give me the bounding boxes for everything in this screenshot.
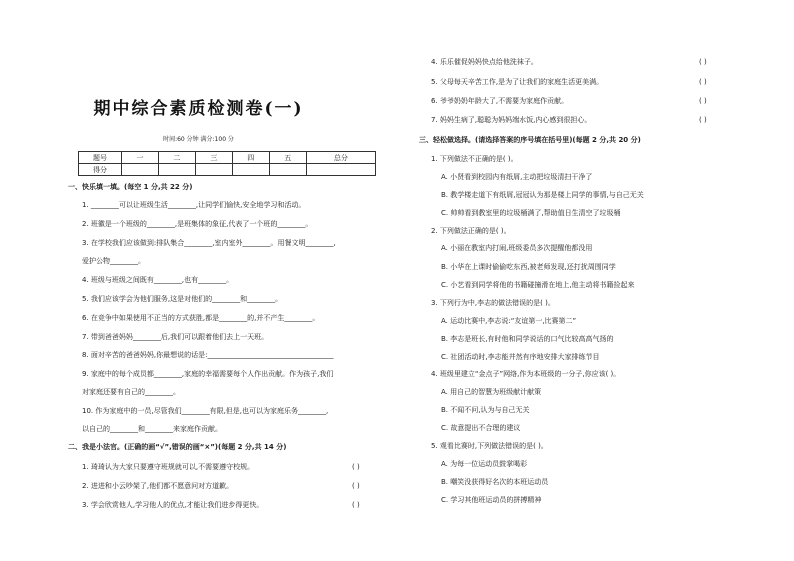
answer-parens: ( ) [699,97,707,105]
score-blank-cell [269,164,306,176]
choice-option: B. 小华在上课时偷偷吃东西,被老师发现,还打扰周围同学 [441,263,616,271]
fill-blank-line: 对家庭还要有自己的________。 [82,388,180,396]
score-blank-cell [195,164,232,176]
right-page [397,0,794,561]
choice-option: C. 小艺看到同学将他的书籍碰撞滑在地上,他主动将书籍捡起来 [441,281,635,289]
score-cell: 得分 [79,164,122,176]
fill-blank-line: 3. 在学校我们应该做到:排队集合________,室内室外________。用餐文明________, [82,239,336,247]
fill-blank-line: 以自己的________和________来家庭作贡献。 [82,425,222,433]
fill-blank-line: 2. 班徽是一个班级的________,是班集体的象征,代表了一个班的________。 [82,220,313,228]
score-blank-cell [232,164,269,176]
choice-option: B. 不闻不问,认为与自己无关 [441,406,530,414]
choice-option: A. 小贤看到校园内有纸屑,主动把垃圾清扫干净了 [441,173,593,181]
question-stem: 1. 下列做法不正确的是( )。 [431,155,518,163]
section3-heading: 三、轻松做选择。(请选择答案的序号填在括号里)(每题 2 分,共 20 分) [419,136,641,144]
answer-parens: ( ) [352,463,360,471]
fill-blank-line: 8. 面对辛苦的爸爸妈妈,你最想说的话是:____________________________________ [82,351,334,359]
fill-blank-line: 7. 带到爸爸妈妈________后,我们可以跟着他们去上一天班。 [82,333,269,341]
score-table-score-row [79,164,376,176]
question-stem: 2. 下列做法正确的是( )。 [431,227,511,235]
judge-item: 5. 父母每天辛苦工作,是为了让我们的家庭生活更美满。 [431,78,604,86]
section1-heading: 一、快乐填一填。(每空 1 分,共 22 分) [68,183,193,191]
exam-time-info: 时间:60 分钟 满分:100 分 [163,136,234,143]
choice-option: A. 运动比赛中,李志说:“友谊第一,比赛第二” [441,317,577,325]
judge-item: 2. 进进和小云吵架了,他们都不愿意问对方道歉。 [82,482,234,490]
score-cell: 四 [232,152,269,164]
fill-blank-line: 4. 班级与班级之间既有________,也有________。 [82,276,234,284]
score-cell: 二 [158,152,195,164]
score-cell: 总分 [306,152,375,164]
choice-option: B. 李志是班长,有时他和同学说话的口气比较高高气扬的 [441,335,614,343]
choice-option: C. 故意提出不合理的建议 [441,424,521,432]
score-cell: 一 [122,152,159,164]
question-stem: 4. 班级里建立“金点子”网络,作为本班级的一分子,你应该( )。 [431,370,621,378]
score-cell: 五 [269,152,306,164]
choice-option: B. 嘲笑没获得好名次的本班运动员 [441,478,549,486]
choice-option: B. 教学楼走道下有纸屑,冠冠认为那是楼上同学的事情,与自己无关 [441,191,644,199]
judge-item: 7. 妈妈生病了,聪聪为妈妈端水饭,内心感到很担心。 [431,116,592,124]
answer-parens: ( ) [352,501,360,509]
fill-blank-line: 10. 作为家庭中的一员,尽管我们________有限,但是,也可以为家庭乐务________, [82,407,329,415]
answer-parens: ( ) [352,482,360,490]
score-table-header-row [79,152,376,164]
question-stem: 3. 下列行为中,李志的做法错误的是( )。 [431,299,555,307]
answer-parens: ( ) [699,116,707,124]
choice-option: A. 为每一位运动员鼓掌喝彩 [441,460,528,468]
fill-blank-line: 9. 家庭中的每个成员都________,家庭的幸福需要每个人作出贡献。作为孩子,我们 [82,370,334,378]
section2-heading: 二、我是小法官。(正确的画“√”,错误的画“×”)(每题 2 分,共 14 分) [68,443,287,451]
score-cell: 三 [195,152,232,164]
answer-parens: ( ) [699,78,707,86]
page-title: 期中综合素质检测卷(一) [93,99,304,119]
score-blank-cell [158,164,195,176]
score-blank-cell [306,164,375,176]
choice-option: C. 学习其他班运动员的拼搏精神 [441,496,542,504]
fill-blank-line: 5. 我们应该学会为他们服务,这是对他们的________和________。 [82,295,283,303]
fill-blank-line: 爱护公物________。 [82,257,145,265]
answer-parens: ( ) [699,58,707,66]
score-table [78,151,376,176]
choice-option: A. 小丽在教室内打闹,班级委员多次提醒他都没用 [441,244,593,252]
score-cell: 题号 [79,152,122,164]
question-stem: 5. 观看比赛时,下列做法错误的是( )。 [431,442,548,450]
judge-item: 1. 琦琦认为大家只要遵守班规就可以,不需要遵守校规。 [82,463,255,471]
judge-item: 6. 爷爷奶奶年龄大了,不需要为家庭作贡献。 [431,97,569,105]
judge-item: 4. 乐乐催促妈妈快点给他洗袜子。 [431,58,538,66]
fill-blank-line: 1. ________可以让班级生活________,让同学们愉快,安全地学习和活动。 [82,201,306,209]
choice-option: C. 社团活动时,李志能井然有序地安排大家排练节目 [441,353,600,361]
judge-item: 3. 学会欣赏他人,学习他人的优点,才能让我们进步得更快。 [82,501,264,509]
choice-option: A. 用自己的智慧为班级献计献策 [441,388,542,396]
fill-blank-line: 6. 在竞争中如果使用不正当的方式获胜,都是________的,并不产生________。 [82,314,320,322]
choice-option: C. 帅帅看到教室里的垃圾桶满了,帮助值日生清空了垃圾桶 [441,209,621,217]
score-blank-cell [122,164,159,176]
